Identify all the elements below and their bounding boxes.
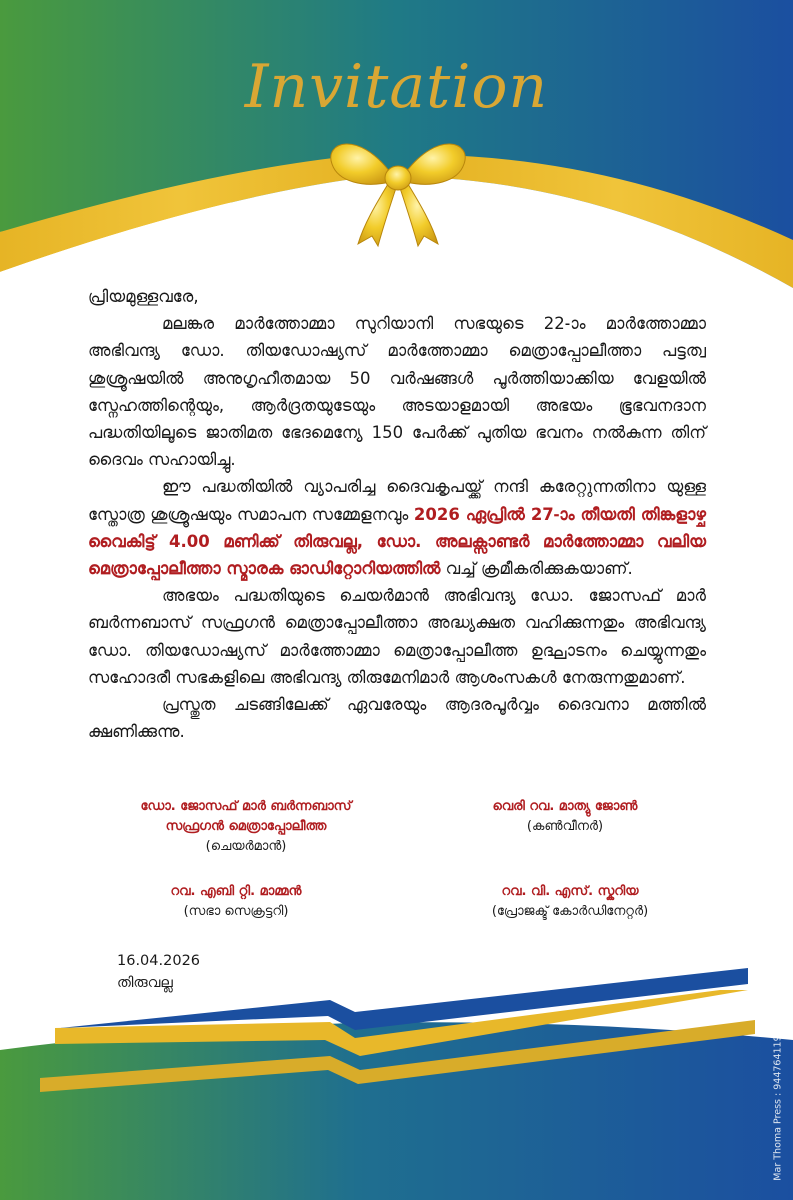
paragraph-1: മലങ്കര മാർത്തോമ്മാ സുറിയാനി സഭയുടെ 22-ാം മാർത്തോമ്മാ അഭിവന്ദ്യ ഡോ. തിയഡോഷ്യസ് മാർത്തോമ്മാ മെത്രാപ്പോലീത്താ പട്ടത്വ ശുശ്രൂഷയിൽ അനുഗൃഹീതമായ 50 വർഷങ്ങൾ പൂർത്തിയാക്കിയ വേളയിൽ സ്നേഹത്തിന്റെയും, ആർദ്രതയുടേയും അടയാളമായി അഭയം ഭൂഭവനദാന പദ്ധതിയിലൂടെ ജാതിമത ഭേദമെന്യേ 150 പേർക്ക് പുതിയ ഭവനം നൽകുന്ന തിന് ദൈവം സഹായിച്ചു.: [88, 314, 706, 470]
invitation-title: Invitation: [244, 52, 549, 122]
signatory-name: വെരി റവ. മാത്യു ജോൺ: [492, 799, 638, 814]
date-place-block: [117, 950, 200, 994]
signatory-role: (സഭാ സെക്രട്ടറി): [183, 904, 289, 919]
paragraph-2: [88, 473, 706, 582]
paragraph-2-start: ഈ പദ്ധതിയിൽ വ്യാപരിച്ച ദൈവകൃപയ്ക്ക് നന്ദി കരേറ്റുന്നതിനാ യുള്ള സ്തോത്ര ശുശ്രൂഷയും സമാപന സമ്മേളനവും: [88, 477, 706, 524]
issue-date: 16.04.2026: [117, 953, 201, 969]
gold-bow-icon: [318, 120, 478, 248]
signatory-secretary: [106, 882, 366, 922]
signatory-role: (ചെയർമാൻ): [205, 839, 287, 854]
event-details-highlight: 2026 ഏപ്രിൽ 27-ാം തീയതി തിങ്കളാഴ്ച വൈകിട്ട് 4.00 മണിക്ക് തിരുവല്ല, ഡോ. അലക്സാണ്ടർ മാർത്തോമ്മാ വലിയ മെത്രാപ്പോലീത്താ സ്മാരക ഓഡിറ്റോറിയത്തിൽ: [88, 504, 706, 579]
paragraph-2-end: വച്ച് ക്രമീകരിക്കുകയാണ്.: [440, 559, 633, 579]
signatory-name: ഡോ. ജോസഫ് മാർ ബർന്നബാസ്: [140, 799, 352, 814]
press-credit-text: Mar Thoma Press : 9447641191: [772, 1029, 784, 1181]
signatory-name: റവ. എബി റ്റി. മാമ്മൻ: [170, 884, 302, 899]
press-credit: [768, 1020, 788, 1190]
signatory-role: (കൺവീനർ): [526, 819, 604, 834]
paragraph-4: പ്രസ്തുത ചടങ്ങിലേക്ക് ഏവരേയും ആദരപൂർവ്വം ദൈവനാ മത്തിൽ ക്ഷണിക്കുന്നു.: [88, 695, 706, 742]
signatory-convener: [435, 797, 695, 837]
signatory-role: (പ്രോജക്ട് കോർഡിനേറ്റർ): [491, 904, 649, 919]
salutation: പ്രിയമുള്ളവരേ,: [88, 287, 199, 306]
invitation-body: [88, 283, 706, 745]
signatory-title: സഫ്രഗൻ മെത്രാപ്പോലീത്ത: [165, 819, 327, 834]
paragraph-3: അഭയം പദ്ധതിയുടെ ചെയർമാൻ അഭിവന്ദ്യ ഡോ. ജോസഫ് മാർ ബർന്നബാസ് സഫ്രഗൻ മെത്രാപ്പോലീത്താ അദ്ധ്യക്ഷത വഹിക്കുന്നതും അഭിവന്ദ്യ ഡോ. തിയഡോഷ്യസ് മാർത്തോമ്മാ മെത്രാപ്പോലീത്ത ഉദ്ഘാടനം ചെയ്യുന്നതും സഹോദരീ സഭകളിലെ അഭിവന്ദ്യ തിരുമേനിമാർ ആശംസകൾ നേരുന്നതുമാണ്.: [88, 586, 706, 687]
signatory-chairman: [96, 797, 396, 857]
signatory-coordinator: [440, 882, 700, 922]
signatory-name: റവ. വി. എസ്. സ്കറിയ: [501, 884, 639, 899]
issue-place: തിരുവല്ല: [117, 975, 173, 991]
